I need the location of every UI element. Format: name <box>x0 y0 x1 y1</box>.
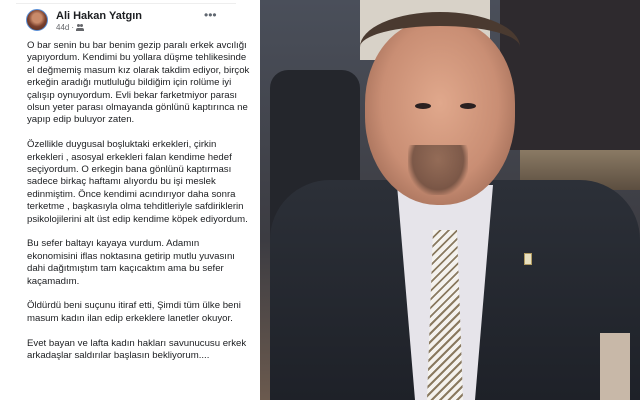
post-time[interactable]: 44d <box>56 23 70 32</box>
post-paragraph: Evet bayan ve lafta kadın hakları savunucusu erkek arkadaşlar saldırılar başlasın bekliyorum.... <box>27 337 247 362</box>
meta-separator: · <box>71 23 75 32</box>
avatar[interactable] <box>26 9 48 31</box>
author-name[interactable]: Ali Hakan Yatgın <box>56 10 142 22</box>
post-paragraph: Öldürdü beni suçunu itiraf etti, Şimdi tüm ülke beni masum kadın ilan edip erkeklere lanetler okuyor. <box>27 300 241 324</box>
divider <box>16 3 236 4</box>
post-paragraph: O bar senin bu bar benim gezip paralı erkek avcılığı yapıyordum. Kendimi bu yollara düşme tehlikesinde el değmemiş masum kız olarak takdim ediyor, birçok erkeğin aradığı mutluluğu bildiğim için rolüme iyi çalışıp oynuyordum. Evli bekar farketmiyor parası olsun yeter parası olmayanda gönlünü kaptırınca ne yapıp edip buluyor zaten. <box>27 40 250 126</box>
more-options-icon[interactable]: ••• <box>204 8 217 22</box>
facebook-post <box>0 0 258 400</box>
hair <box>360 12 520 82</box>
post-meta <box>56 23 84 32</box>
post-paragraph: Bu sefer baltayı kayaya vurdum. Adamın ekonomisini iflas noktasına getirip mutlu yuvasını dahi dağıtmıştım tam kaçıcaktım ama bu sefer kaçamadım. <box>27 238 235 287</box>
beard <box>408 145 468 195</box>
post-paragraph: Özellikle duygusal boşluktaki erkekleri, çirkin erkekleri , asosyal erkekleri falan kendime hedef seçiyordum. O erkegin bana gönlünü kaptırması sadece birkaç haftamı alıyordu bu işi meslek edinmiştim. Önce kendimi acındırıyor daha sonra terketme , başkasıyla olma tehditleriyle safdiriklerin psikolojilerini alt üst edip kendime köpek ediyordum. <box>27 139 248 225</box>
post-body <box>27 40 252 375</box>
portrait-photo <box>260 0 640 400</box>
friends-icon <box>76 24 84 31</box>
lapel-pin <box>524 253 532 265</box>
photo-background-dark <box>500 0 640 150</box>
pocket-square <box>600 333 630 400</box>
left-eye <box>415 103 431 109</box>
post-header <box>26 9 248 35</box>
right-eye <box>460 103 476 109</box>
